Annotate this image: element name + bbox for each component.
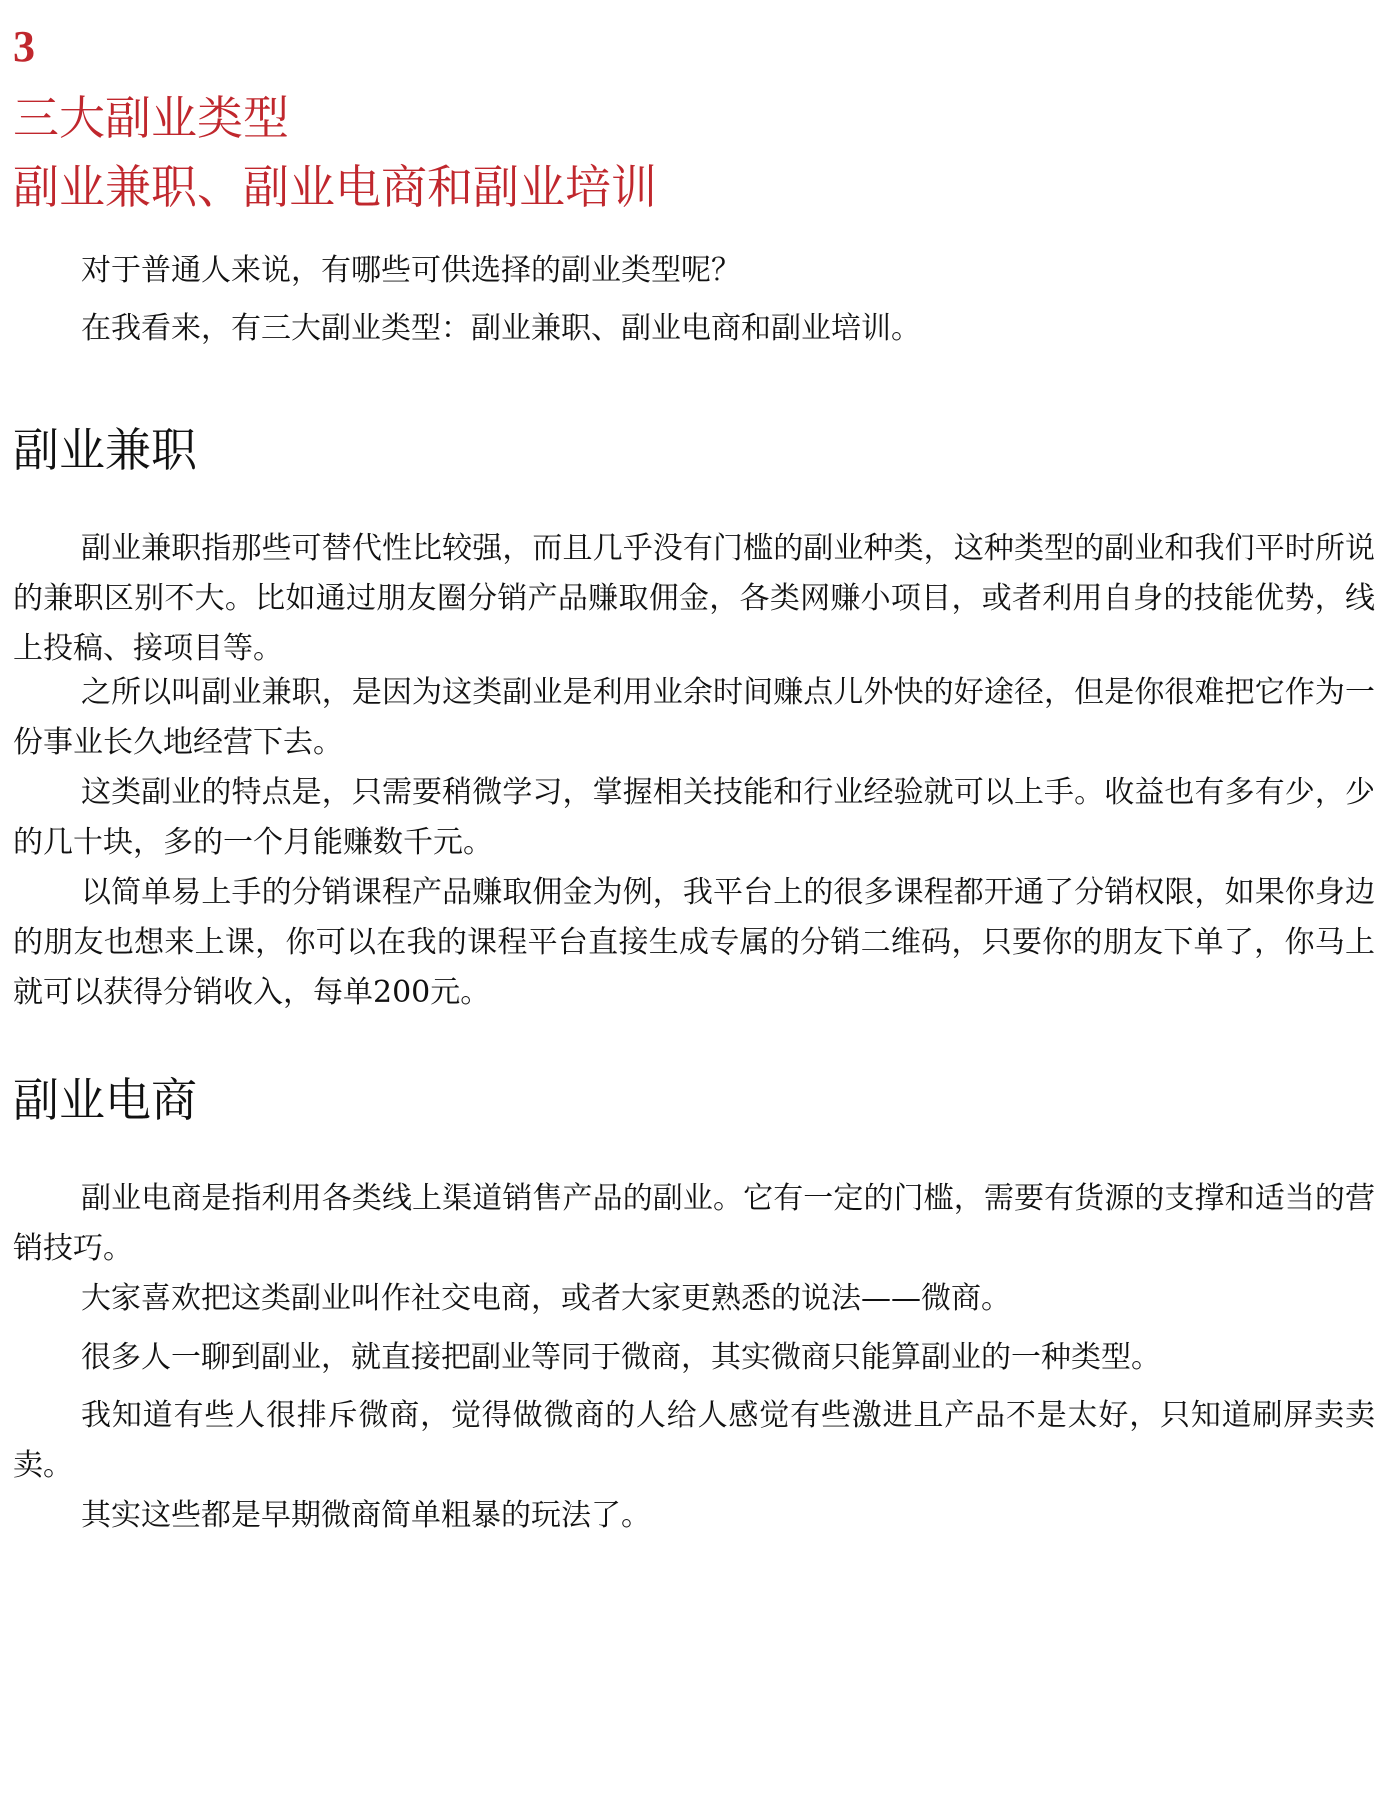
chapter-title-line-2: 副业兼职、副业电商和副业培训 xyxy=(13,160,657,214)
chapter-number: 3 xyxy=(13,22,35,71)
body-paragraph: 我知道有些人很排斥微商，觉得做微商的人给人感觉有些激进且产品不是太好，只知道刷屏卖卖卖。 xyxy=(13,1398,1375,1483)
body-paragraph: 这类副业的特点是，只需要稍微学习，掌握相关技能和行业经验就可以上手。收益也有多有少，少的几十块，多的一个月能赚数千元。 xyxy=(13,775,1375,860)
intro-paragraph: 在我看来，有三大副业类型：副业兼职、副业电商和副业培训。 xyxy=(81,311,921,346)
section-heading-side-ecommerce: 副业电商 xyxy=(13,1073,197,1127)
body-paragraph: 副业兼职指那些可替代性比较强，而且几乎没有门槛的副业种类，这种类型的副业和我们平时所说的兼职区别不大。比如通过朋友圈分销产品赚取佣金，各类网赚小项目，或者利用自身的技能优势，线上投稿、接项目等。 xyxy=(13,531,1375,666)
body-paragraph: 大家喜欢把这类副业叫作社交电商，或者大家更熟悉的说法——微商。 xyxy=(81,1281,1011,1316)
intro-paragraph: 对于普通人来说，有哪些可供选择的副业类型呢？ xyxy=(81,253,741,288)
chapter-title-line-1: 三大副业类型 xyxy=(13,91,289,145)
body-paragraph: 副业电商是指利用各类线上渠道销售产品的副业。它有一定的门槛，需要有货源的支撑和适当的营销技巧。 xyxy=(13,1181,1375,1266)
section-heading-side-job: 副业兼职 xyxy=(13,423,197,477)
body-paragraph: 其实这些都是早期微商简单粗暴的玩法了。 xyxy=(81,1498,651,1533)
body-paragraph: 很多人一聊到副业，就直接把副业等同于微商，其实微商只能算副业的一种类型。 xyxy=(81,1340,1161,1375)
body-paragraph: 以简单易上手的分销课程产品赚取佣金为例，我平台上的很多课程都开通了分销权限，如果你身边的朋友也想来上课，你可以在我的课程平台直接生成专属的分销二维码，只要你的朋友下单了，你马上就可以获得分销收入，每单200元。 xyxy=(13,875,1375,1010)
body-paragraph: 之所以叫副业兼职，是因为这类副业是利用业余时间赚点儿外快的好途径，但是你很难把它作为一份事业长久地经营下去。 xyxy=(13,675,1375,760)
